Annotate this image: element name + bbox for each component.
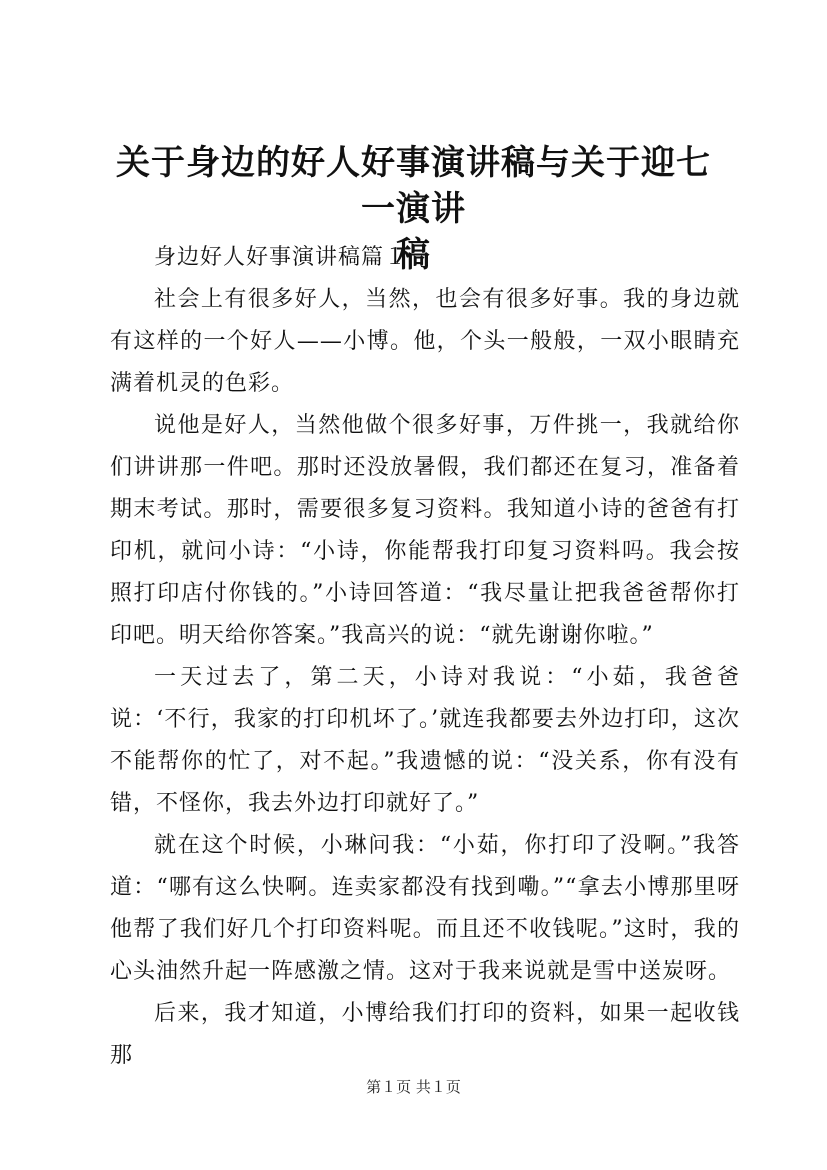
title-line-1: 关于身边的好人好事演讲稿与关于迎七一演讲 <box>116 143 711 229</box>
title-line-2: 稿 <box>396 235 431 275</box>
paragraph-2: 说他是好人，当然他做个很多好事，万件挑一，我就给你们讲讲那一件吧。那时还没放暑假，我们都还在复习，准备着期末考试。那时，需要很多复习资料。我知道小诗的爸爸有打印机，就问小诗：“小诗，你能帮我打印复习资料吗。我会按照打印店付你钱的。”小诗回答道：“我尽量让把我爸爸帮你打印吧。明天给你答案。”我高兴的说：“就先谢谢你啦。” <box>110 413 740 648</box>
page-footer: 第１页 共１页 <box>366 1078 461 1096</box>
paragraph-3: 一天过去了，第二天，小诗对我说：“小茹，我爸爸说：‘不行，我家的打印机坏了。’就连我都要去外边打印，这次不能帮你的忙了，对不起。”我遗憾的说：“没关系，你有没有错，不怪你，我去外边打印就好了。” <box>110 665 740 816</box>
paragraph-4: 就在这个时候，小琳问我：“小茹，你打印了没啊。”我答道：“哪有这么快啊。连卖家都没有找到嘞。”“拿去小博那里呀他帮了我们好几个打印资料呢。而且还不收钱呢。”这时，我的心头油然升起一阵感激之情。这对于我来说就是雪中送炭呀。 <box>110 833 740 984</box>
document-body <box>110 237 740 1077</box>
section-heading: 身边好人好事演讲稿篇１ <box>154 245 408 270</box>
paragraph-5: 后来，我才知道，小博给我们打印的资料，如果一起收钱那 <box>110 1001 740 1068</box>
paragraph-1: 社会上有很多好人，当然，也会有很多好事。我的身边就有这样的一个好人——小博。他，个头一般般，一双小眼睛充满着机灵的色彩。 <box>110 287 740 396</box>
